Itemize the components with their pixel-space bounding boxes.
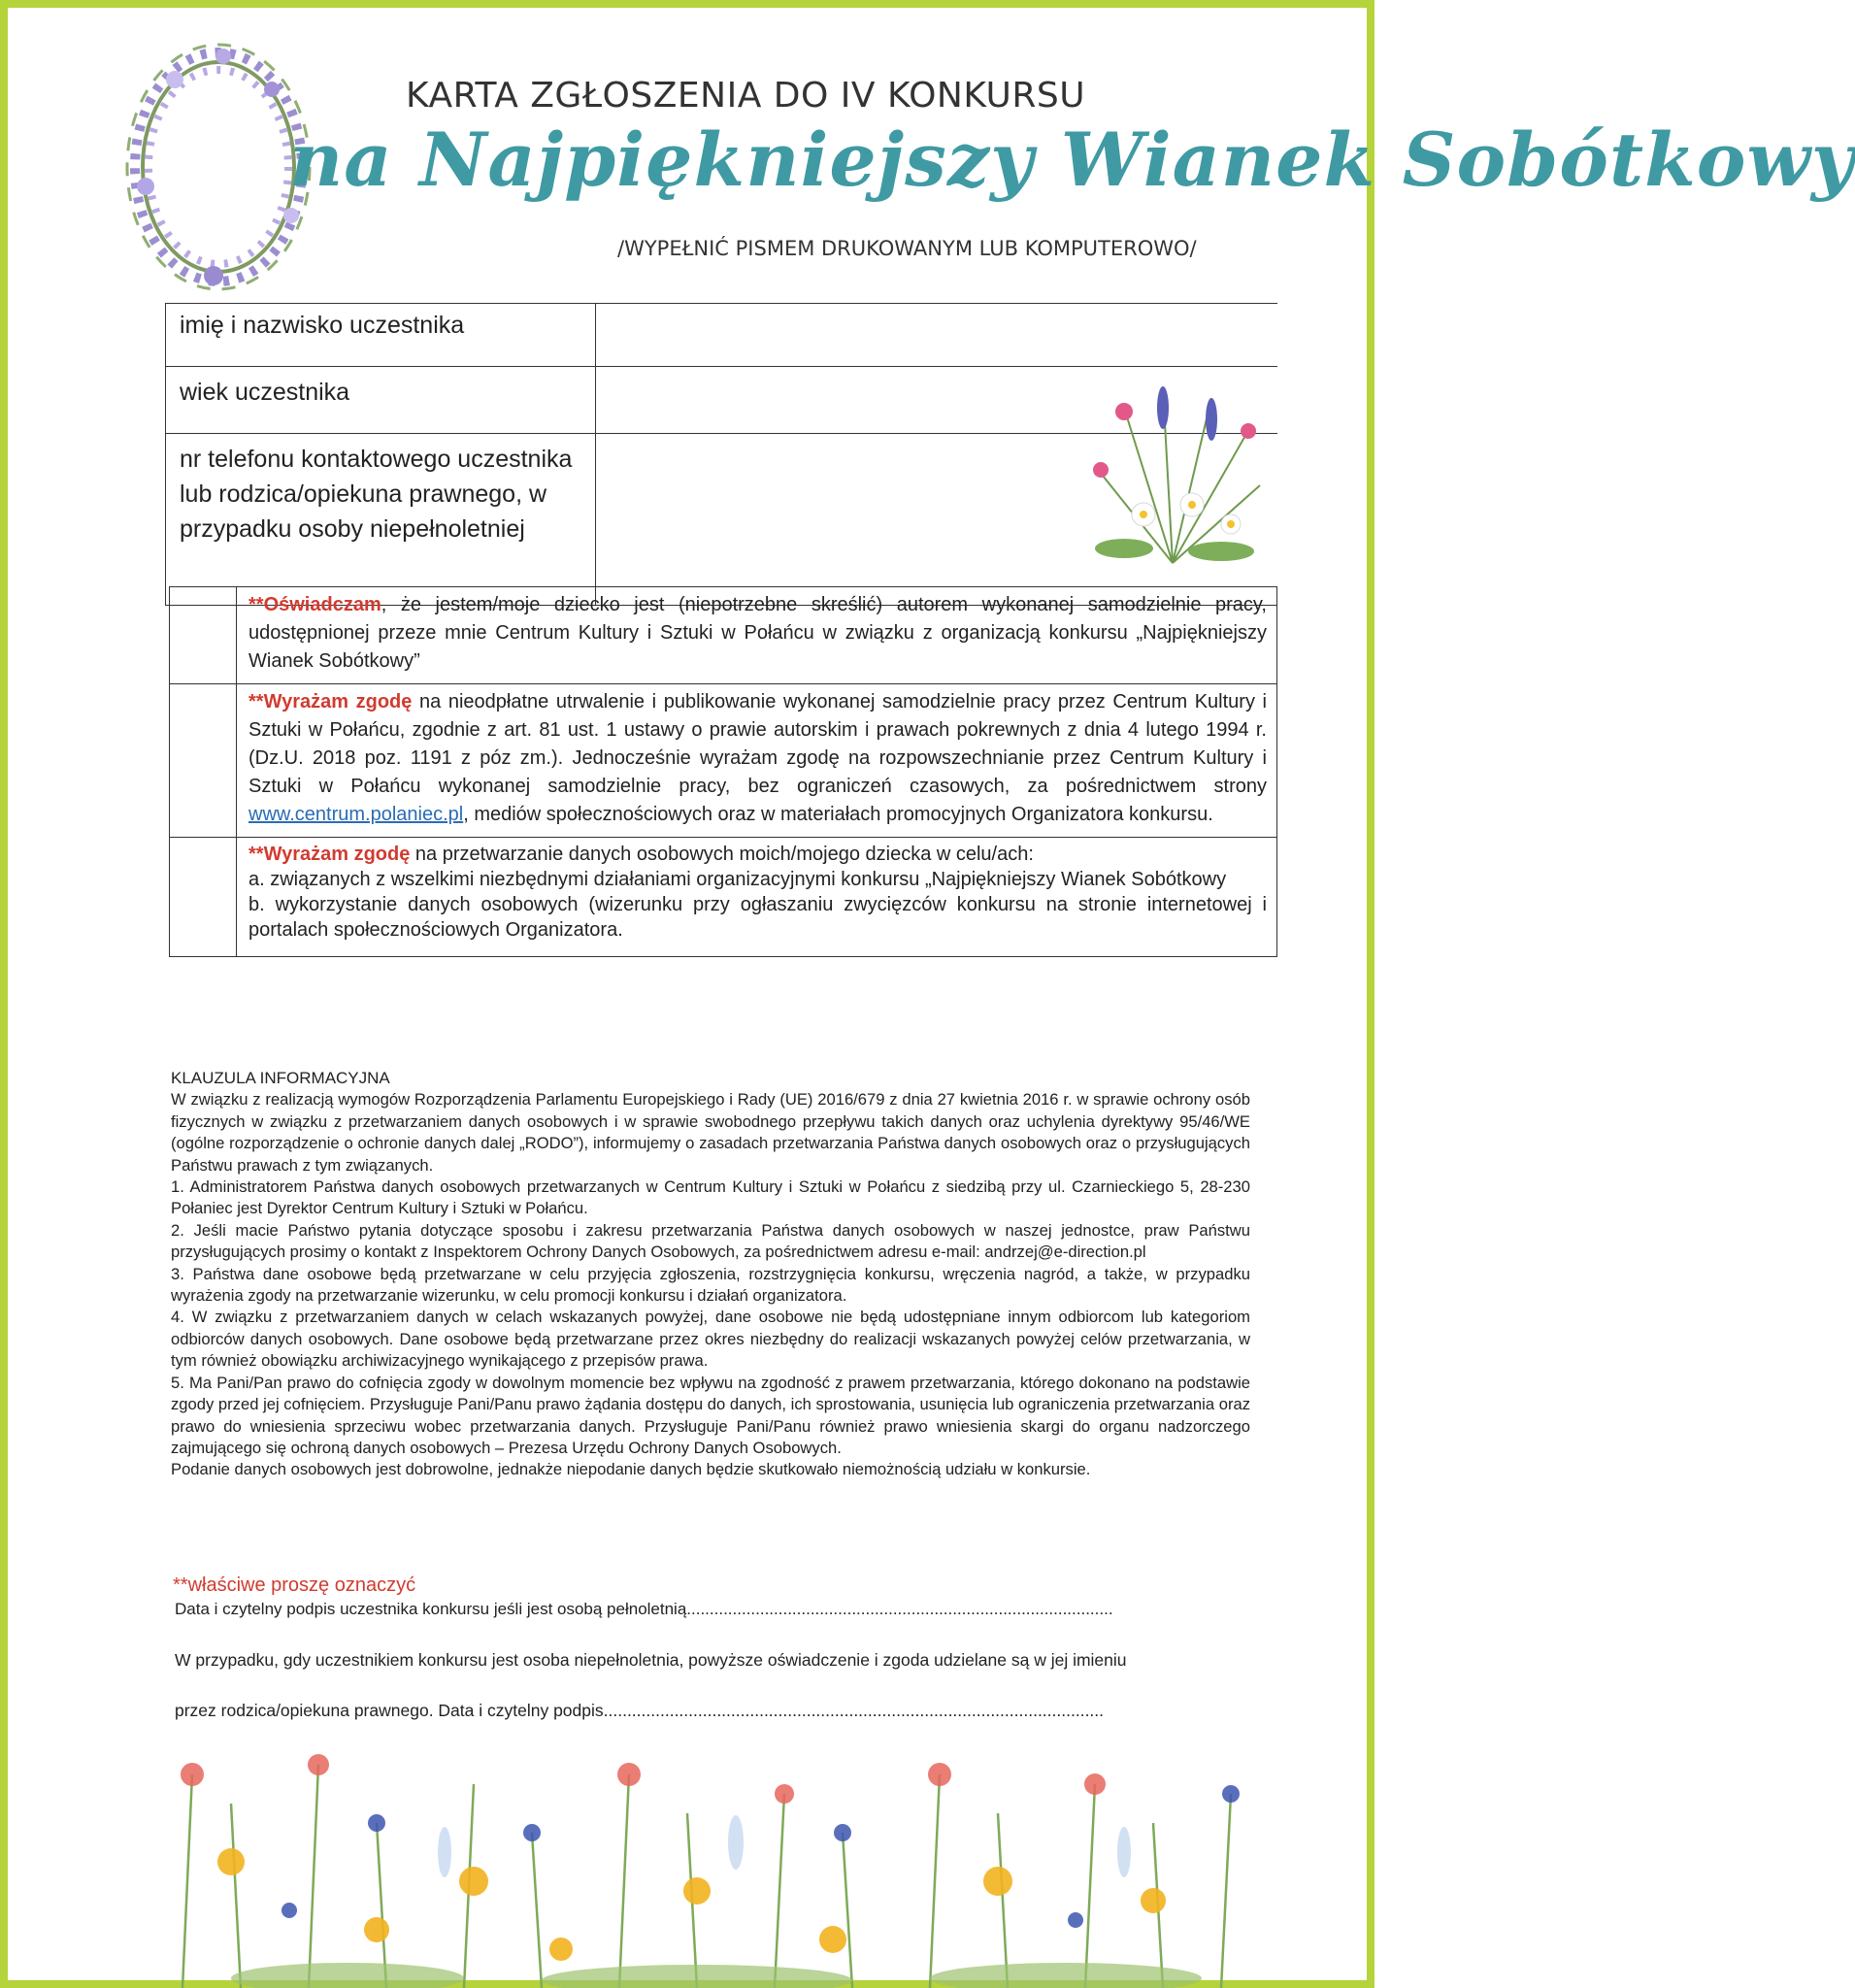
clause-heading: KLAUZULA INFORMACYJNA (171, 1069, 390, 1087)
consent-text: na przetwarzanie danych osobowych moich/mojego dziecka w celu/ach: (410, 844, 1034, 865)
contest-name: na Najpiękniejszy Wianek Sobótkowy (289, 116, 1855, 203)
consent-publication (169, 684, 1277, 838)
form-title: KARTA ZGŁOSZENIA DO IV KONKURSU (406, 76, 1086, 116)
table-row (166, 304, 1278, 367)
information-clause (171, 1068, 1250, 1481)
consent-text: , mediów społecznościowych oraz w materiałach promocyjnych Organizatora konkursu. (463, 804, 1213, 825)
authorship-checkbox[interactable] (170, 587, 237, 683)
clause-intro: W związku z realizacją wymogów Rozporządzenia Parlamentu Europejskiego i Rady (UE) 2016/679 z dnia 27 kwietnia 2016 r. w sprawie ochrony osób fizycznych w związku z przetwarzaniem danych osobowych i w sprawie swobodnego przepływu takich danych oraz uchylenia dyrektywy 95/46/WE (ogólne rozporządzenie o ochronie danych dalej „RODO”), informujemy o zasadach przetwarzania Państwa danych osobowych oraz o przysługujących Państwu prawach z tym związanych. (171, 1090, 1250, 1175)
phone-label: nr telefonu kontaktowego uczestnika lub rodzica/opiekuna prawnego, w przypadku osoby niepełnoletniej (166, 434, 596, 606)
consent-lead: **Oświadczam (248, 594, 381, 615)
consent-item-b: b. wykorzystanie danych osobowych (wizerunku przy ogłaszaniu zwycięzców konkursu na stronie internetowej i portalach społecznościowych Organizatora. (248, 894, 1267, 941)
consent-lead: **Wyrażam zgodę (248, 691, 413, 712)
clause-point-2: 2. Jeśli macie Państwo pytania dotyczące sposobu i zakresu przetwarzania Państwa danych osobowych w naszej jednostce, praw Państwu przysługujących prosimy o kontakt z Inspektorem Ochrony Danych Osobowych, za pośrednictwem adresu e-mail: andrzej@e-direction.pl (171, 1220, 1250, 1262)
guardian-signature-line[interactable]: przez rodzica/opiekuna prawnego. Data i czytelny podpis.......................................................................................................... (175, 1701, 1105, 1720)
adult-signature-line[interactable]: Data i czytelny podpis uczestnika konkursu jeśli jest osobą pełnoletnią............................................................................................. (175, 1600, 1113, 1618)
consent-text: , że jestem/moje dziecko jest (niepotrzebne skreślić) autorem wykonanej samodzielnie pracy, udostępnionej przeze mnie Centrum Kultury i Sztuki w Połańcu w związku z organizacją konkursu „Najpiękniejszy Wianek Sobótkowy” (248, 594, 1267, 672)
consent-data-processing (169, 838, 1277, 957)
clause-point-1: 1. Administratorem Państwa danych osobowych przetwarzanych w Centrum Kultury i Sztuki w Połańcu z siedzibą przy ul. Czarnieckiego 5, 28-230 Połaniec jest Dyrektor Centrum Kultury i Sztuki w Połańcu. (171, 1177, 1250, 1218)
consent-section (169, 586, 1277, 957)
name-label: imię i nazwisko uczestnika (166, 304, 596, 367)
website-link[interactable]: www.centrum.polaniec.pl (248, 804, 464, 825)
fill-instruction: /WYPEŁNIĆ PISMEM DRUKOWANYM LUB KOMPUTEROWO/ (617, 237, 1197, 260)
name-field[interactable] (596, 304, 1278, 367)
clause-point-3: 3. Państwa dane osobowe będą przetwarzane w celu przyjęcia zgłoszenia, rozstrzygnięcia konkursu, wręczenia nagród, a także, w przypadku wyrażenia zgody na przetwarzanie wizerunku, w celu promocji konkursu i działań organizatora. (171, 1264, 1250, 1306)
meadow-flowers-image (153, 1736, 1250, 1988)
clause-closing: Podanie danych osobowych jest dobrowolne, jednakże niepodanie danych będzie skutkowało niemożnością udziału w konkursie. (171, 1460, 1091, 1479)
consent-text: na nieodpłatne utrwalenie i publikowanie wykonanej samodzielnie pracy przez Centrum Kultury i Sztuki w Połańcu, zgodnie z art. 81 ust. 1 ustawy o prawie autorskim i prawach pokrewnych z dnia 4 lutego 1994 r. (Dz.U. 2018 poz. 1191 z póz zm.). Jednocześnie wyrażam zgodę na rozpowszechnianie przez Centrum Kultury i Sztuki w Połańcu wykonanej samodzielnie pracy, bez ograniczeń czasowych, za pośrednictwem strony (248, 691, 1267, 797)
age-label: wiek uczestnika (166, 367, 596, 434)
consent-lead: **Wyrażam zgodę (248, 844, 411, 865)
wildflower-bouquet-image (1066, 369, 1279, 571)
consent-authorship (169, 586, 1277, 684)
data-processing-checkbox[interactable] (170, 838, 237, 956)
minor-statement: W przypadku, gdy uczestnikiem konkursu jest osoba niepełnoletnia, powyższe oświadczenie i zgoda udzielane są w jej imieniu (175, 1650, 1127, 1670)
publication-checkbox[interactable] (170, 684, 237, 837)
clause-point-5: 5. Ma Pani/Pan prawo do cofnięcia zgody w dowolnym momencie bez wpływu na zgodność z prawem przetwarzania, którego dokonano na podstawie zgody przed jej cofnięciem. Przysługuje Pani/Panu prawo żądania dostępu do danych, ich sprostowania, usunięcia lub ograniczenia przetwarzania oraz prawo do wniesienia sprzeciwu wobec przetwarzania danych. Przysługuje Pani/Panu również prawo wniesienia skargi do organu nadzorczego zajmującego się ochroną danych osobowych – Prezesa Urzędu Ochrony Danych Osobowych. (171, 1373, 1250, 1457)
consent-item-a: a. związanych z wszelkimi niezbędnymi działaniami organizacyjnymi konkursu „Najpiękniejszy Wianek Sobótkowy (248, 869, 1227, 890)
clause-point-4: 4. W związku z przetwarzaniem danych w celach wskazanych powyżej, dane osobowe nie będą udostępniane innym odbiorcom lub kategoriom odbiorców danych osobowych. Dane osobowe będą przetwarzane przez okres niezbędny do realizacji wskazanych powyżej celów przetwarzania, w tym również obowiązku archiwizacyjnego wynikającego z przepisów prawa. (171, 1308, 1250, 1371)
marking-note: **właściwe proszę oznaczyć (173, 1574, 416, 1596)
